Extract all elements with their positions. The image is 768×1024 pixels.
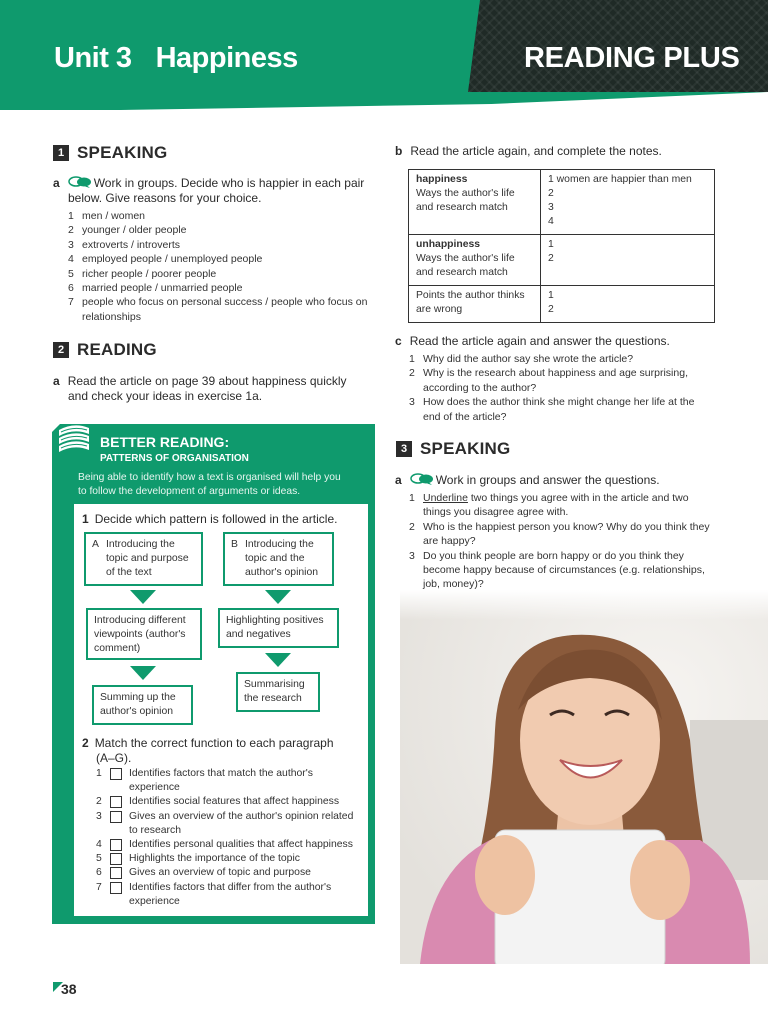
list-item: 5 richer people / poorer people (68, 267, 217, 280)
better-reading-title: BETTER READING: (100, 434, 230, 450)
flow-box-b3: Summarising the research (236, 672, 320, 712)
c-instruction: c Read the article again and answer the questions. (395, 334, 670, 348)
answer-checkbox[interactable] (110, 796, 122, 808)
reading2-a-line2: and check your ideas in exercise 1a. (68, 389, 263, 403)
b-instruction: b Read the article again, and complete the notes. (395, 144, 662, 158)
list-item: 1 men / women (68, 210, 146, 222)
unit-title: Unit 3 Happiness (54, 42, 298, 74)
section-label: READING PLUS (524, 42, 740, 74)
speaking3-list (409, 491, 729, 592)
table-row (409, 235, 715, 286)
br-question-2: 2 Match the correct function to each paragraph (82, 736, 334, 750)
smiling-woman-photo (400, 590, 768, 964)
flow-arrow-b1 (265, 590, 291, 604)
flow-arrow-a2 (130, 666, 156, 680)
page-header (0, 0, 768, 112)
speaking1-a-line2: below. Give reasons for your choice. (68, 191, 262, 205)
match-item: 2 Identifies social features that affect happiness (96, 796, 340, 808)
list-item: 2 Why is the research about happiness and age surprising, according to the author? (409, 367, 688, 394)
match-item: 6 Gives an overview of topic and purpose (96, 867, 311, 879)
match-item: 4 Identifies personal qualities that affect happiness (96, 839, 353, 851)
match-item: 3 Gives an overview of the author's opinion related to research (96, 810, 354, 836)
speaking1-a-line1: a Work in groups. Decide who is happier in each pair (53, 176, 365, 190)
match-list (96, 767, 366, 909)
answer-checkbox[interactable] (110, 853, 122, 865)
flow-box-b2: Highlighting positives and negatives (218, 608, 339, 648)
better-reading-description: Being able to identify how a text is organised will help you to follow the development of arguments or ideas. (78, 472, 341, 497)
flow-box-a3: Summing up the author's opinion (92, 685, 193, 725)
list-item: 1 Why did the author say she wrote the article? (409, 353, 634, 365)
section-3-heading: 3 SPEAKING (396, 441, 510, 457)
flow-arrow-b2 (265, 653, 291, 667)
answer-checkbox[interactable] (110, 839, 122, 851)
br-question-2-line2: (A–G). (96, 751, 132, 765)
flow-box-b1: B Introducing the topic and the author's opinion (223, 532, 334, 586)
table-cell: unhappiness Ways the author's life and research match (409, 235, 541, 286)
speaking1-list (68, 209, 388, 324)
section-2-heading: 2 READING (53, 342, 157, 358)
list-item: 6 married people / unmarried people (68, 282, 243, 295)
page-number: 38 (53, 982, 77, 996)
books-icon (55, 420, 93, 460)
table-row (409, 286, 715, 323)
list-item: 7 people who focus on personal success / people who focus on relationships (68, 296, 368, 323)
list-item: 3 extroverts / introverts (68, 238, 181, 251)
list-item: 4 employed people / unemployed people (68, 253, 263, 266)
c-questions (409, 352, 719, 424)
list-item: 2 Who is the happiest person you know? Why do you think they are happy? (409, 520, 710, 548)
list-item: 3 Do you think people are born happy or do you think they become happy because of circumstances (e.g. relationships, job, money)? (409, 549, 705, 591)
answer-checkbox[interactable] (110, 867, 122, 879)
flow-arrow-a1 (130, 590, 156, 604)
answer-checkbox[interactable] (110, 811, 122, 823)
table-cell: Points the author thinks are wrong (409, 286, 541, 323)
table-row (409, 170, 715, 235)
flow-box-a1: A Introducing the topic and purpose of the text (84, 532, 203, 586)
speaking3-a: a Work in groups and answer the questions. (395, 473, 660, 487)
table-cell[interactable]: 1 2 (541, 235, 715, 286)
list-item: 1 Underline two things you agree with in the article and two things you disagree agree with. (409, 492, 689, 519)
speech-bubble-icon (68, 176, 92, 188)
reading2-a-line1: a Read the article on page 39 about happiness quickly (53, 374, 347, 388)
table-cell[interactable]: 1 women are happier than men 2 3 4 (541, 170, 715, 235)
speech-bubble-icon (410, 473, 434, 485)
answer-checkbox[interactable] (110, 882, 122, 894)
list-item: 3 How does the author think she might change her life at the end of the article? (409, 396, 695, 423)
flow-box-a2: Introducing different viewpoints (author's comment) (86, 608, 202, 660)
better-reading-subtitle: PATTERNS OF ORGANISATION (100, 453, 249, 464)
br-question-1: 1 Decide which pattern is followed in the article. (82, 512, 338, 526)
match-item: 5 Highlights the importance of the topic (96, 853, 300, 865)
match-item: 7 Identifies factors that differ from the author's experience (96, 881, 332, 907)
table-cell: happiness Ways the author's life and research match (409, 170, 541, 235)
table-cell[interactable]: 1 2 (541, 286, 715, 323)
match-item: 1 Identifies factors that match the author's experience (96, 768, 313, 794)
section-1-heading: 1 SPEAKING (53, 145, 167, 161)
answer-checkbox[interactable] (110, 768, 122, 780)
notes-table (408, 169, 715, 323)
list-item: 2 younger / older people (68, 224, 187, 237)
